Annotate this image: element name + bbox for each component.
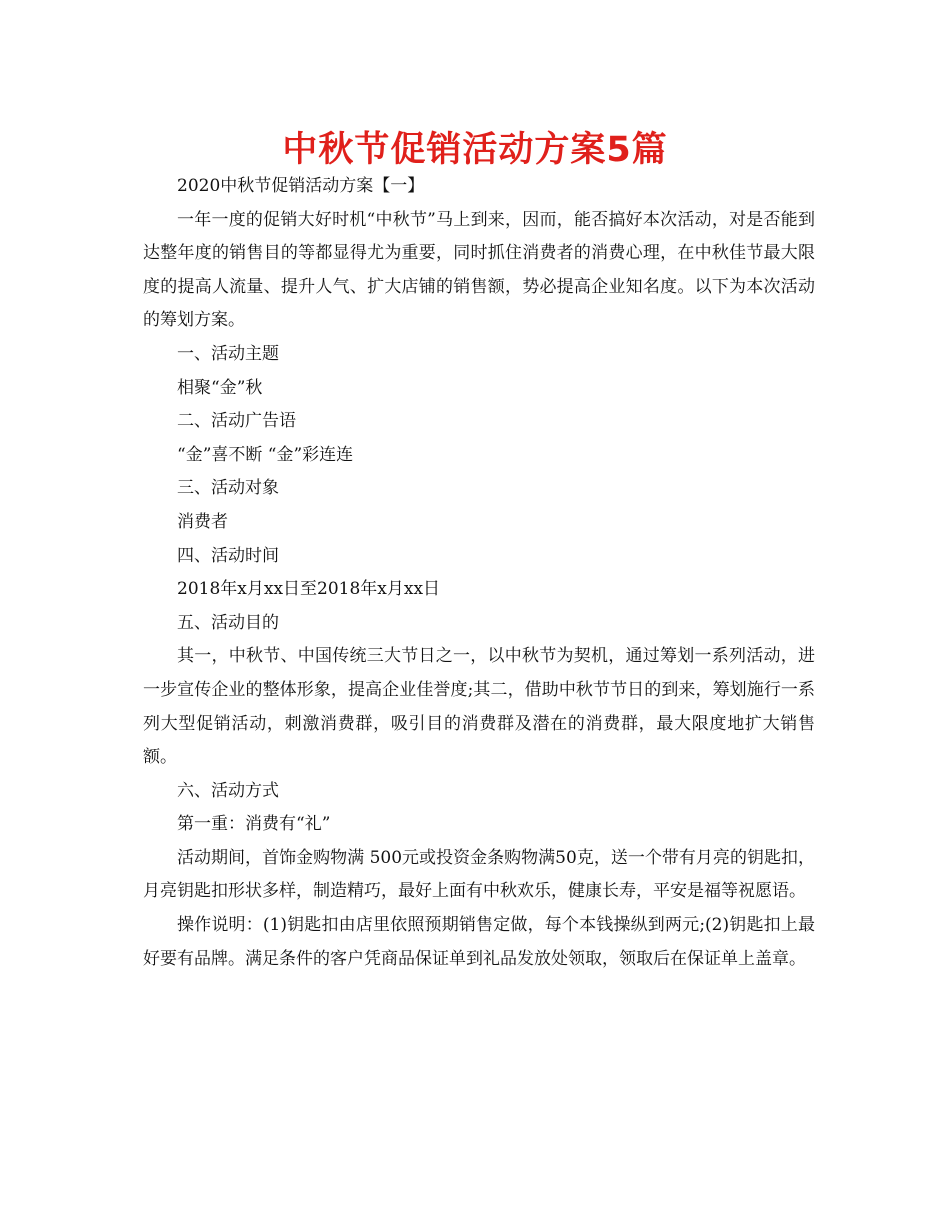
document-body: [143, 170, 815, 976]
paragraph-section-heading: 2020中秋节促销活动方案【一】: [177, 176, 425, 196]
paragraph-intro: 一年一度的促销大好时机“中秋节”马上到来，因而，能否搞好本次活动，对是否能到达整年度的销售目的等都显得尤为重要，同时抓住消费者的消费心理，在中秋佳节最大限度的提高人流量、提升人气、扩大店铺的销售额，势必提高企业知名度。以下为本次活动的筹划方案。: [143, 209, 815, 331]
paragraph-activity-time: 2018年x月xx日至2018年x月xx日: [177, 579, 441, 600]
paragraph-first-gift: 活动期间，首饰金购物满 500元或投资金条购物满50克，送一个带有月亮的钥匙扣，月亮钥匙扣形状多样，制造精巧，最好上面有中秋欢乐，健康长寿，平安是福等祝愿语。: [143, 847, 815, 902]
paragraph-activity-purpose: 其一，中秋节、中国传统三大节日之一，以中秋节为契机，通过筹划一系列活动，进一步宣传企业的整体形象，提高企业佳誉度;其二，借助中秋节节日的到来，筹划施行一系列大型促销活动，刺激消费群，吸引目的消费群及潜在的消费群，最大限度地扩大销售额。: [143, 646, 815, 768]
paragraph-operation-notes: 操作说明：(1)钥匙扣由店里依照预期销售定做，每个本钱操纵到两元;(2)钥匙扣上最好要有品牌。满足条件的客户凭商品保证单到礼品发放处领取，领取后在保证单上盖章。: [143, 915, 815, 969]
paragraph-activity-slogan: “金”喜不断 “金”彩连连: [177, 444, 354, 465]
paragraph-activity-target: 消费者: [177, 511, 228, 532]
heading-activity-target: 三、活动对象: [177, 478, 279, 499]
heading-activity-theme: 一、活动主题: [177, 343, 279, 364]
document-title: 中秋节促销活动方案5篇: [282, 130, 668, 170]
heading-activity-slogan: 二、活动广告语: [177, 411, 296, 432]
heading-activity-time: 四、活动时间: [177, 545, 279, 566]
heading-activity-purpose: 五、活动目的: [177, 612, 279, 633]
paragraph-activity-theme: 相聚“金”秋: [177, 377, 263, 398]
heading-activity-method: 六、活动方式: [177, 780, 279, 801]
heading-first-gift: 第一重：消费有“礼”: [177, 814, 331, 835]
